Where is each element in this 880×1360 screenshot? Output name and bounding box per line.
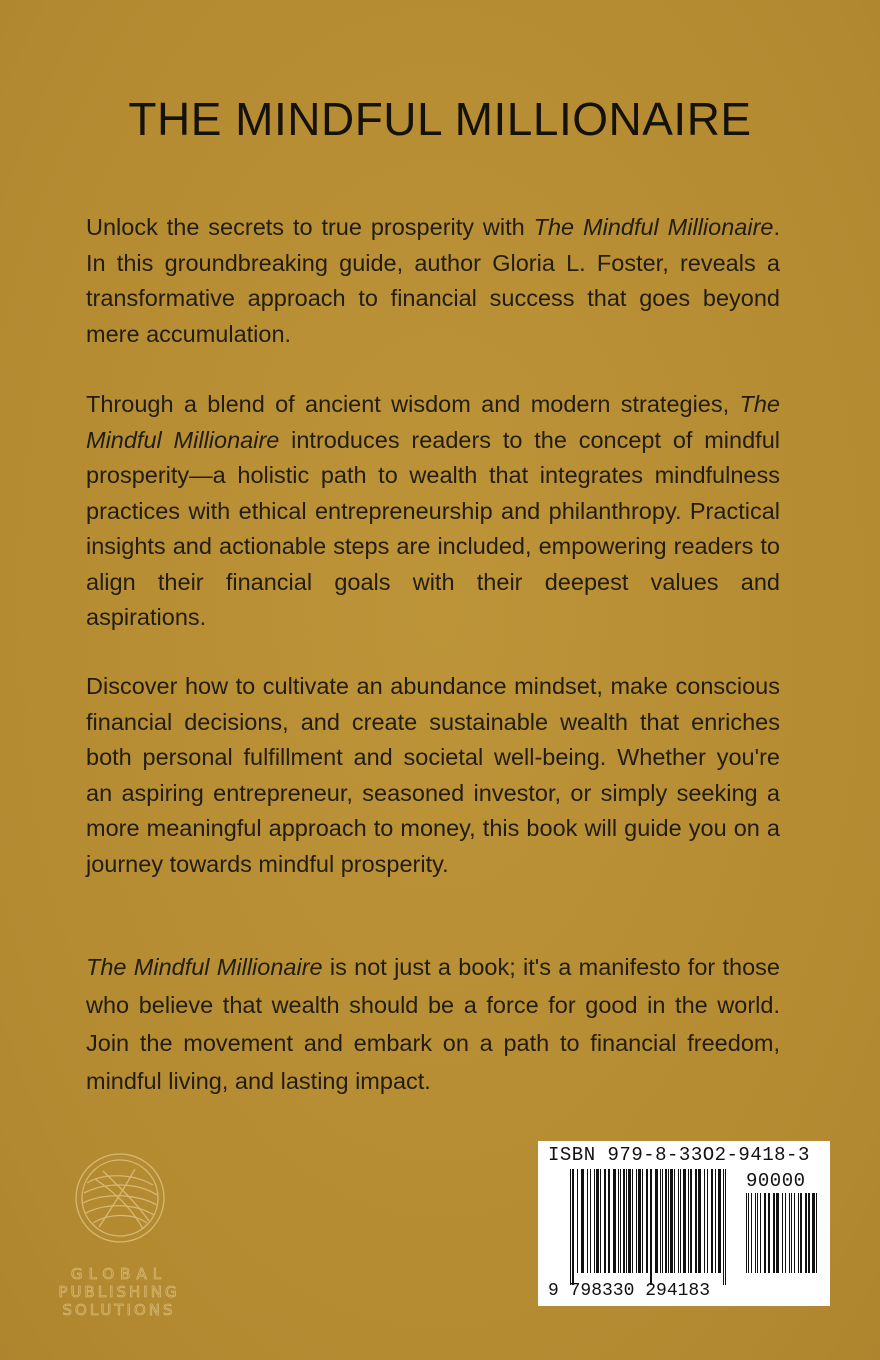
barcode-bar	[707, 1169, 708, 1273]
price-addon-code: 90000	[746, 1170, 806, 1192]
barcode-bar	[638, 1169, 641, 1273]
isbn-barcode	[538, 1141, 830, 1306]
publisher-logo	[44, 1148, 194, 1328]
barcode-bar	[613, 1169, 616, 1273]
barcode-bar	[816, 1193, 817, 1273]
blurb-paragraph-4	[86, 948, 780, 1100]
barcode-bar	[642, 1169, 643, 1273]
barcode-bar	[665, 1169, 667, 1273]
barcode-bar	[748, 1193, 749, 1273]
barcode-bar	[581, 1169, 584, 1273]
blurb-paragraph-3: Discover how to cultivate an abundance mindset, make conscious financial decisions, and create sustainable wealth that enriches both personal fulfillment and societal well-being. Whether you're an aspiring entrepreneur, seasoned investor, or simply seeking a more meaningful approach to money, this book will guide you on a journey towards mindful prosperity.	[86, 673, 780, 877]
publisher-name-line-3: SOLUTIONS	[62, 1301, 176, 1319]
barcode-bar	[618, 1169, 619, 1273]
blurb-text: . In this groundbreaking guide, author Gloria L. Foster, reveals a transformative approach to financial success that goes beyond mere accumulation.	[86, 214, 780, 347]
barcode-bar	[718, 1169, 721, 1273]
blurb-text: Unlock the secrets to true prosperity with	[86, 214, 534, 240]
blurb-text: Through a blend of ancient wisdom and modern strategies,	[86, 391, 740, 417]
barcode-bar	[594, 1169, 595, 1273]
barcode-bar	[632, 1169, 633, 1273]
barcode-bar	[680, 1169, 681, 1273]
barcode-bar	[715, 1169, 716, 1273]
barcode-bar	[794, 1193, 795, 1273]
barcode-bar	[789, 1193, 790, 1273]
publisher-name-line-1: GLOBAL	[70, 1265, 168, 1283]
barcode-bar	[688, 1169, 689, 1273]
ean-digits: 9 798330 294183	[548, 1281, 711, 1301]
barcode-bar	[725, 1169, 726, 1285]
barcode-bar	[805, 1193, 807, 1273]
barcode-bar	[626, 1169, 627, 1273]
blurb-paragraph-1	[86, 210, 780, 352]
barcode-bar	[660, 1169, 661, 1273]
book-title-italic: The Mindful Millionaire	[533, 214, 774, 240]
barcode-bar	[690, 1169, 692, 1273]
barcode-bar	[773, 1193, 775, 1273]
barcode-bar	[711, 1169, 713, 1273]
barcode-bar	[791, 1193, 792, 1273]
barcode-bar	[628, 1169, 631, 1273]
barcode-bar	[596, 1169, 599, 1273]
barcode-bar	[662, 1169, 663, 1273]
barcode-bar	[600, 1169, 601, 1273]
barcode-bar	[636, 1169, 637, 1273]
barcode-bar	[674, 1169, 675, 1273]
blurb-paragraph-2	[86, 387, 780, 636]
book-title-italic: The Mindful Millionaire	[86, 954, 323, 980]
barcode-bar	[782, 1193, 783, 1273]
barcode-bar	[695, 1169, 697, 1273]
barcode-bar	[620, 1169, 621, 1273]
barcode-bar	[760, 1193, 761, 1273]
barcode-bar	[572, 1169, 574, 1285]
barcode-bar	[768, 1193, 770, 1273]
barcode-bar	[587, 1169, 588, 1273]
blurb-text: is not just a book; it's a manifesto for those who believe that wealth should be a force for good in the world. Join the movement and embark on a path to financial freedom, mindful living, and lasting impact.	[86, 954, 780, 1094]
barcode-bar	[704, 1169, 705, 1273]
barcode-bar	[683, 1169, 686, 1273]
barcode-bar	[785, 1193, 786, 1273]
barcode-bar	[650, 1169, 652, 1285]
barcode-bar	[746, 1193, 747, 1273]
book-title-italic: The Mindful Millionaire	[86, 391, 780, 453]
barcode-bar	[798, 1193, 799, 1273]
barcode-bar	[655, 1169, 658, 1273]
barcode-bar	[751, 1193, 752, 1273]
publisher-name-line-2: PUBLISHING	[58, 1283, 180, 1301]
globe-emblem-icon	[73, 1151, 167, 1245]
barcode-bar	[668, 1169, 669, 1273]
barcode-bar	[757, 1193, 758, 1273]
barcode-bar	[678, 1169, 679, 1273]
barcode-bar	[764, 1193, 766, 1273]
barcode-bar	[776, 1193, 779, 1273]
barcode-bar	[577, 1169, 578, 1273]
barcode-bar	[698, 1169, 701, 1273]
book-title: THE MINDFUL MILLIONAIRE	[128, 93, 752, 145]
addon-barcode-bars	[746, 1193, 822, 1285]
barcode-bar	[670, 1169, 673, 1273]
isbn-number: ISBN 979-8-33O2-9418-3	[548, 1144, 810, 1166]
barcode-bar	[755, 1193, 756, 1273]
barcode-bar	[646, 1169, 648, 1273]
barcode-bar	[623, 1169, 625, 1273]
barcode-bar	[604, 1169, 606, 1273]
barcode-bar	[808, 1193, 810, 1273]
barcode-bar	[590, 1169, 591, 1273]
barcode-bar	[608, 1169, 610, 1273]
barcode-bar	[812, 1193, 815, 1273]
barcode-bar	[800, 1193, 802, 1273]
barcode-bar	[570, 1169, 571, 1285]
barcode-bar	[723, 1169, 724, 1285]
barcode-bars	[570, 1169, 728, 1285]
blurb-text: introduces readers to the concept of mindful prosperity—a holistic path to wealth that integrates mindfulness practices with ethical entrepreneurship and philanthropy. Practical insights and actionable steps are included, empowering readers to align their financial goals with their deepest values and aspirations.	[86, 426, 780, 630]
